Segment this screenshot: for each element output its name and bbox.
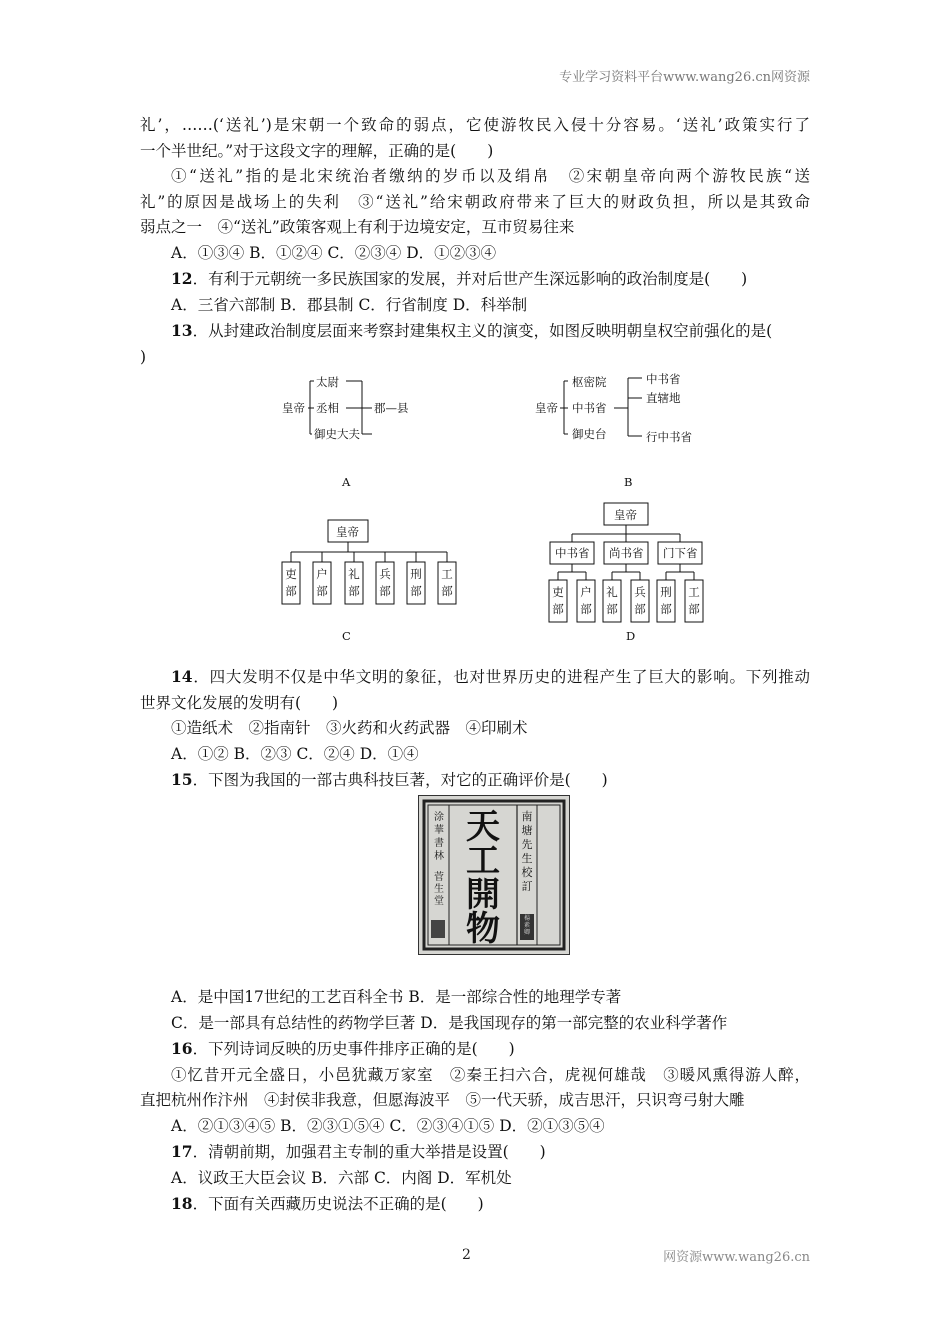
q11-continuation-line1: 礼’，……(‘送礼’)是宋朝一个致命的弱点，它使游牧民入侵十分容易。‘送礼’政策实行了 (140, 116, 810, 134)
diagram-d-dept-1: 中书省 (555, 546, 590, 560)
q18-text: ．下面有关西藏历史说法不正确的是( ) (192, 1195, 484, 1213)
q13-number: 13 (171, 321, 193, 340)
diagram-d-ministries (552, 585, 700, 616)
q16-number: 16 (171, 1039, 193, 1058)
question-content-2 (140, 664, 810, 794)
question-content-3 (140, 985, 810, 1218)
diagram-a-official-1: 太尉 (316, 375, 339, 389)
q17-answers: A．议政王大臣会议 B．六部 C．内阁 D．军机处 (171, 1168, 512, 1187)
diagram-a-emperor: 皇帝 (282, 401, 305, 415)
q14-stem-2: 世界文化发展的发明有( ) (140, 693, 339, 712)
diagram-c-ministry-5: 刑部 (410, 567, 422, 598)
header-watermark: 专业学习资料平台www.wang26.cn网资源 (559, 70, 810, 85)
diagram-b-office-1: 枢密院 (572, 375, 607, 389)
diagram-b-emperor: 皇帝 (535, 401, 558, 415)
q15-text: ．下图为我国的一部古典科技巨著，对它的正确评价是( ) (192, 771, 608, 789)
q17-number: 17 (171, 1142, 193, 1161)
q11-option-line3: 弱点之一 ④“送礼”政策客观上有利于边境安定，互市贸易往来 (140, 218, 575, 236)
q15-answers-2: C．是一部具有总结性的药物学巨著 D．是我国现存的第一部完整的农业科学著作 (171, 1013, 728, 1032)
q11-option-line1: ①“送礼”指的是北宋统治者缴纳的岁币以及绢帛 ②宋朝皇帝向两个游牧民族“送 (171, 167, 810, 185)
q13-stem (140, 318, 810, 345)
q18-stem (140, 1191, 810, 1218)
book-left-bottom: 菅生堂 (434, 872, 444, 907)
diagram-d-label: D (626, 629, 636, 643)
diagram-b-office-3: 御史台 (572, 427, 607, 441)
q12-number: 12 (171, 269, 193, 288)
diagram-a-local: 郡—县 (374, 401, 409, 415)
q16-answers: A．②①③④⑤ B．②③①⑤④ C．②③④①⑤ D．②①③⑤④ (171, 1116, 605, 1135)
q12-stem (140, 266, 810, 293)
q13-diagrams (270, 366, 730, 648)
q14-items: ①造纸术 ②指南针 ③火药和火药武器 ④印刷术 (171, 719, 528, 737)
q16-poems-1: ①忆昔开元全盛日，小邑犹藏万家室 ②秦王扫六合，虎视何雄哉 ③暖风熏得游人醉， (171, 1065, 810, 1084)
diagram-c-ministries (285, 567, 453, 598)
book-left-column: 涂華書林 (434, 812, 444, 862)
diagram-a-official-2: 丞相 (316, 401, 339, 415)
q17-stem (140, 1139, 810, 1166)
book-title: 天工開物 (466, 807, 500, 949)
diagram-c-emperor: 皇帝 (336, 525, 359, 539)
diagram-b-label: B (624, 475, 633, 489)
diagram-d-ministry-5: 刑部 (660, 585, 672, 616)
q11-option-line2: 礼”的原因是战场上的失利 ③“送礼”给宋朝政府带来了巨大的财政负担，所以是其致命 (140, 192, 810, 211)
q12-answers: A．三省六部制 B．郡县制 C．行省制度 D．科举制 (171, 295, 528, 314)
diagram-c-ministry-1: 吏部 (285, 567, 297, 598)
diagram-d-ministry-4: 兵部 (634, 585, 646, 616)
diagram-b-right-1: 中书省 (646, 372, 681, 386)
diagram-c-ministry-2: 户部 (316, 567, 328, 598)
diagram-a-label: A (342, 475, 351, 489)
diagram-b-right-2: 直辖地 (646, 391, 681, 405)
diagram-c-label: C (342, 629, 351, 643)
diagram-c (285, 525, 453, 643)
book-right-column: 南塘先生校訂 (521, 810, 533, 893)
diagram-a-official-3: 御史大夫 (314, 427, 360, 441)
q16-poems-2: 直把杭州作汴州 ④封侯非我意，但愿海波平 ⑤一代天骄，成吉思汗，只识弯弓射大雕 (140, 1091, 745, 1109)
diagram-d-dept-3: 门下省 (663, 546, 698, 560)
q17-text: ．清朝前期，加强君主专制的重大举措是设置( ) (192, 1143, 546, 1161)
diagram-b-office-2: 中书省 (572, 401, 607, 415)
q14-number: 14 (171, 667, 193, 686)
diagram-b (535, 372, 692, 489)
q13-stem-end: ) (140, 347, 147, 366)
q14-stem (140, 664, 810, 691)
q16-text: ．下列诗词反映的历史事件排序正确的是( ) (192, 1040, 515, 1058)
book-stamp: 楊素卿 (523, 915, 531, 936)
page-number: 2 (462, 1247, 471, 1263)
q16-stem (140, 1036, 810, 1063)
q14-text: ．四大发明不仅是中华文明的象征，也对世界历史的进程产生了巨大的影响。下列推动 (192, 668, 810, 686)
diagram-d-ministry-2: 户部 (580, 585, 592, 616)
diagram-d-ministry-1: 吏部 (552, 585, 564, 616)
diagram-c-ministry-3: 礼部 (348, 567, 360, 598)
q12-text: ．有利于元朝统一多民族国家的发展，并对后世产生深远影响的政治制度是( ) (192, 270, 748, 288)
q13-text: ．从封建政治制度层面来考察封建集权主义的演变，如图反映明朝皇权空前强化的是( (192, 322, 773, 340)
q11-continuation-line2: 一个半世纪。”对于这段文字的理解，正确的是( ) (140, 141, 494, 160)
diagram-c-ministry-6: 工部 (441, 567, 453, 598)
diagram-c-ministry-4: 兵部 (379, 567, 391, 598)
q14-answers: A．①② B．②③ C．②④ D．①④ (171, 744, 419, 763)
q15-number: 15 (171, 770, 193, 789)
q15-stem (140, 767, 810, 794)
diagram-b-right-3: 行中书省 (646, 430, 692, 444)
footer-source: 网资源www.wang26.cn (663, 1250, 810, 1265)
diagram-a (282, 375, 409, 489)
tiangong-kaiwu-cover-image (418, 795, 570, 955)
diagram-d-ministry-3: 礼部 (606, 585, 618, 616)
question-content (140, 113, 810, 370)
diagram-d-ministry-6: 工部 (688, 585, 700, 616)
diagram-d-dept-2: 尚书省 (609, 546, 644, 560)
q15-answers-1: A．是中国17世纪的工艺百科全书 B．是一部综合性的地理学专著 (171, 988, 622, 1006)
q11-answers: A．①③④ B．①②④ C．②③④ D．①②③④ (171, 243, 497, 262)
diagram-d-emperor: 皇帝 (614, 508, 637, 522)
q18-number: 18 (171, 1194, 193, 1213)
